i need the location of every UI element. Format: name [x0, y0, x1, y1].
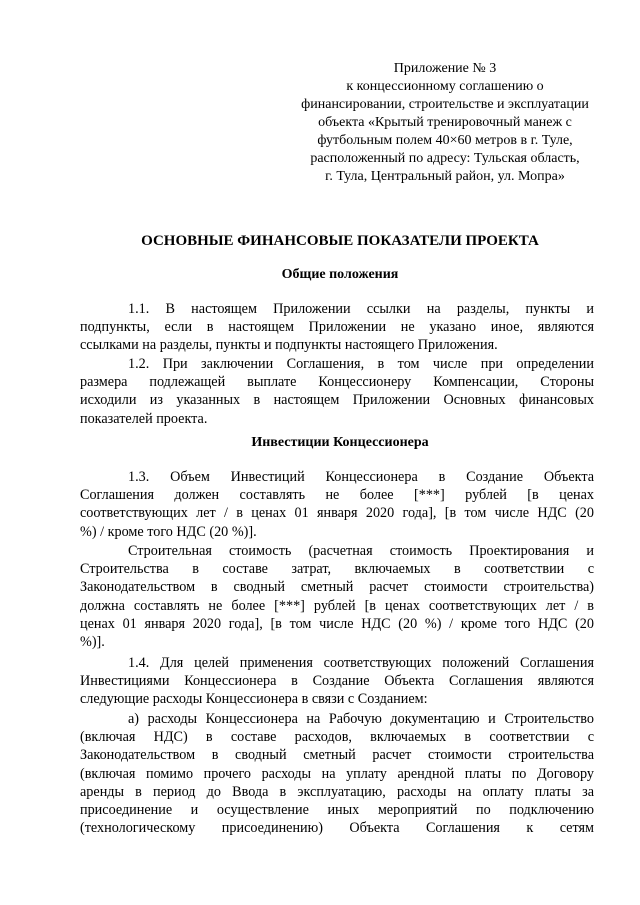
paragraph-1-3	[80, 468, 594, 541]
appendix-line: финансировании, строительстве и эксплуатации	[301, 97, 589, 112]
appendix-line: г. Тула, Центральный район, ул. Мопра»	[325, 169, 565, 184]
paragraph-line: (технологическому присоединению) Объекта Соглашения к сетям	[80, 820, 594, 837]
paragraph-line: %) / кроме того НДС (20 %)].	[80, 523, 257, 540]
paragraph-line: ссылками на разделы, пункты и подпункты настоящего Приложения.	[80, 337, 498, 354]
appendix-line: объекта «Крытый тренировочный манеж с	[318, 115, 572, 130]
section-heading-general: Общие положения	[281, 267, 399, 282]
paragraph-line: исходили из указанных в настоящем Приложении Основных финансовых	[80, 392, 594, 409]
paragraph-line: (включая помимо прочего расходы на уплату арендной платы по Договору	[80, 765, 594, 782]
paragraph-line: 1.1. В настоящем Приложении ссылки на разделы, пункты и	[128, 301, 594, 317]
paragraph-line: 1.3. Объем Инвестиций Концессионера в Создание Объекта	[128, 469, 594, 485]
paragraph-line: 1.4. Для целей применения соответствующих положений Соглашения	[128, 655, 594, 671]
paragraph-line: %)].	[80, 634, 105, 651]
paragraph-1-4	[80, 654, 594, 709]
paragraph-construction-cost	[80, 542, 594, 651]
paragraph-line: Строительная стоимость (расчетная стоимость Проектирования и	[128, 543, 594, 559]
paragraph-line: Законодательством в сводный сметный расчет стоимости строительства)	[80, 579, 594, 596]
paragraph-1-1	[80, 300, 594, 355]
paragraph-line: а) расходы Концессионера на Рабочую документацию и Строительство	[128, 711, 594, 727]
paragraph-line: показателей проекта.	[80, 410, 208, 427]
paragraph-item-a	[80, 710, 594, 837]
paragraph-line: Соглашения должен составлять не более [***] рублей [в ценах	[80, 487, 594, 504]
paragraph-line: ценах 01 января 2020 года], [в том числе НДС (20 %) / кроме того НДС (20	[80, 615, 594, 632]
section-heading-investments: Инвестиции Концессионера	[251, 435, 429, 450]
appendix-line: футбольным полем 40×60 метров в г. Туле,	[317, 133, 573, 148]
appendix-line: к концессионному соглашению о	[346, 79, 544, 94]
paragraph-line: 1.2. При заключении Соглашения, в том числе при определении	[128, 356, 594, 372]
paragraph-line: Инвестициями Концессионера в Создание Объекта Соглашения являются	[80, 673, 594, 690]
paragraph-line: следующие расходы Концессионера в связи с Созданием:	[80, 691, 428, 708]
appendix-header	[300, 60, 590, 186]
paragraph-line: подпункты, если в настоящем Приложении не указано иное, являются	[80, 319, 594, 336]
paragraph-line: аренды в период до Ввода в эксплуатацию, расходы на оплату платы за	[80, 783, 594, 800]
paragraph-line: соответствующих лет / в ценах 01 января 2020 года], [в том числе НДС (20	[80, 505, 594, 522]
paragraph-line: Строительства в составе затрат, включаемых в соответствии с	[80, 561, 594, 578]
paragraph-line: (включая НДС) в составе расходов, включаемых в соответствии с	[80, 729, 594, 746]
paragraph-line: Законодательством в сводный сметный расчет стоимости строительства	[80, 747, 594, 764]
paragraph-line: должна составлять не более [***] рублей [в ценах соответствующих лет / в	[80, 597, 594, 614]
appendix-line: расположенный по адресу: Тульская область,	[310, 151, 580, 166]
appendix-line: Приложение № 3	[393, 61, 497, 76]
paragraph-line: размера подлежащей выплате Концессионеру Компенсации, Стороны	[80, 374, 594, 391]
paragraph-1-2	[80, 355, 594, 428]
document-title: ОСНОВНЫЕ ФИНАНСОВЫЕ ПОКАЗАТЕЛИ ПРОЕКТА	[141, 233, 539, 249]
paragraph-line: присоединение и осуществление иных мероприятий по подключению	[80, 802, 594, 819]
